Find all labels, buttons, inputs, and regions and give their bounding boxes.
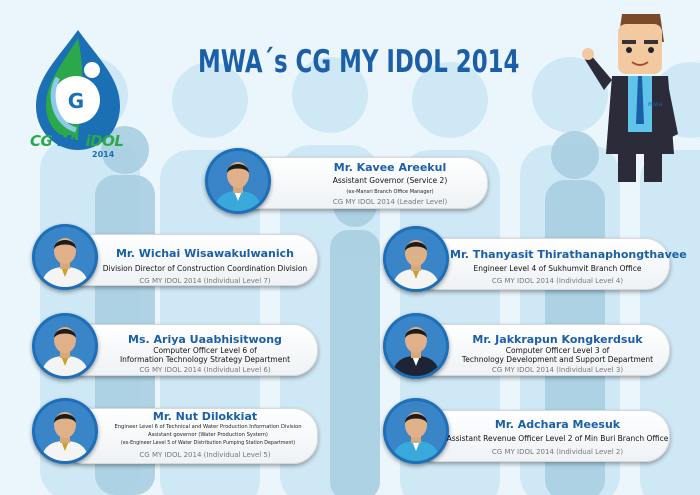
idol-name: Mr. Adchara Meesuk <box>494 418 621 431</box>
idol-position-line2: Technology Development and Support Department <box>461 355 654 364</box>
idol-photo <box>32 224 98 290</box>
idol-photo <box>32 313 98 379</box>
logo-letter: G <box>67 89 85 113</box>
logo-year: 2014 <box>92 150 115 159</box>
logo-wordmark: CG My iDOL <box>30 132 124 150</box>
idol-name: Mr. Jakkrapun Kongkerdsuk <box>472 333 643 346</box>
portrait-blue-polo <box>208 151 268 211</box>
portrait-white-uniform <box>35 227 95 287</box>
idol-photo <box>383 226 449 292</box>
idol-name: Mr. Kavee Areekul <box>333 161 447 174</box>
idol-position-line2: Information Technology Strategy Department <box>119 355 291 364</box>
mascot-character <box>582 14 682 184</box>
idol-position: Assistant Revenue Officer Level 2 of Min Buri Branch Office <box>446 434 669 443</box>
idol-name: Ms. Ariya Uaabhisitwong <box>128 333 282 346</box>
portrait-white-uniform <box>35 316 95 376</box>
idol-photo <box>32 398 98 464</box>
idol-note: (ex-Engineer Level 5 of Water Distribution Pumping Station Department) <box>120 441 296 446</box>
idol-name: Mr. Wichai Wisawakulwanich <box>115 247 294 260</box>
idol-position: Engineer Level 4 of Sukhumvit Branch Office <box>473 264 642 273</box>
page-title: MWA´s CG MY IDOL 2014 <box>198 44 520 80</box>
portrait-white-uniform <box>35 401 95 461</box>
idol-position: Division Director of Construction Coordination Division <box>102 264 308 273</box>
idol-name: Mr. Nut Dilokkiat <box>152 410 258 423</box>
portrait-dark-suit <box>386 316 446 376</box>
idol-position: Computer Officer Level 3 of <box>505 346 610 355</box>
idol-position-line2: Assistant governor (Water Production System) <box>148 432 268 438</box>
idol-photo <box>383 398 449 464</box>
idol-level: CG MY IDOL 2014 (Individual Level 6) <box>139 366 271 374</box>
portrait-white-uniform <box>386 229 446 289</box>
idol-level: CG MY IDOL 2014 (Individual Level 4) <box>491 277 624 285</box>
portrait-blue-polo <box>386 401 446 461</box>
idol-level: CG MY IDOL 2014 (Leader Level) <box>332 198 448 206</box>
idol-position: Engineer Level 6 of Technical and Water Production Information Division <box>114 424 302 430</box>
idol-photo <box>205 148 271 214</box>
mascot-badge: mwa <box>648 101 663 108</box>
idol-photo <box>383 313 449 379</box>
idol-level: CG MY IDOL 2014 (Individual Level 5) <box>139 451 271 459</box>
idol-level: CG MY IDOL 2014 (Individual Level 2) <box>491 448 624 456</box>
idol-note: (ex-Mansri Branch Office Manager) <box>346 189 434 195</box>
idol-position: Computer Officer Level 6 of <box>153 346 257 355</box>
idol-level: CG MY IDOL 2014 (Individual Level 3) <box>491 366 624 374</box>
idol-level: CG MY IDOL 2014 (Individual Level 7) <box>139 277 271 285</box>
idol-name: Mr. Thanyasit Thirathanaphongthavee <box>450 248 687 261</box>
idol-position: Assistant Governor (Service 2) <box>332 176 448 185</box>
